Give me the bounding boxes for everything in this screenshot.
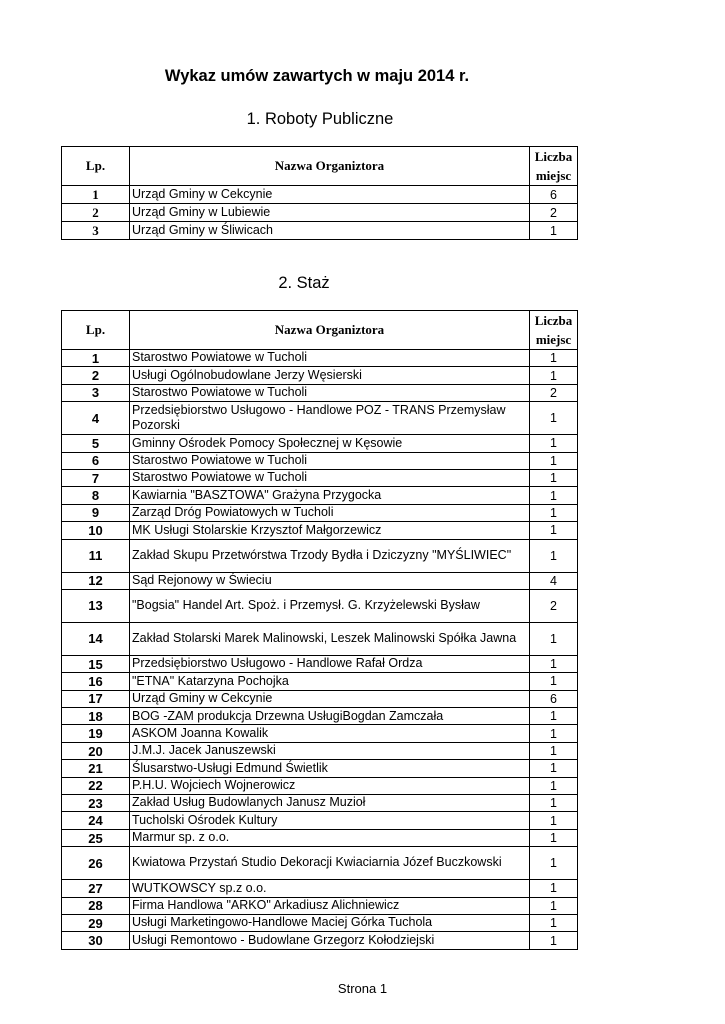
row-lp: 14: [62, 622, 130, 655]
row-count: 1: [530, 880, 578, 897]
table-row: [62, 880, 578, 897]
row-organizer-name: Sąd Rejonowy w Świeciu: [130, 572, 530, 589]
row-count: 1: [530, 725, 578, 742]
row-organizer-name: Urząd Gminy w Śliwicach: [130, 222, 530, 240]
row-lp: 17: [62, 690, 130, 707]
row-lp: 30: [62, 932, 130, 949]
row-count: 1: [530, 742, 578, 759]
row-organizer-name: Ślusarstwo-Usługi Edmund Świetlik: [130, 760, 530, 777]
row-organizer-name: Usługi Marketingowo-Handlowe Maciej Górka Tuchola: [130, 914, 530, 931]
table-row: [62, 914, 578, 931]
document-title: Wykaz umów zawartych w maju 2014 r.: [164, 67, 470, 85]
row-count: 1: [530, 522, 578, 539]
row-organizer-name: BOG -ZAM produkcja Drzewna UsługiBogdan Zamczała: [130, 708, 530, 725]
table-row: [62, 487, 578, 504]
table-row: [62, 932, 578, 949]
section-2-title: 2. Staż: [278, 274, 330, 292]
row-organizer-name: MK Usługi Stolarskie Krzysztof Małgorzewicz: [130, 522, 530, 539]
row-organizer-name: Gminny Ośrodek Pomocy Społecznej w Kęsowie: [130, 435, 530, 452]
row-organizer-name: Zarząd Dróg Powiatowych w Tucholi: [130, 504, 530, 521]
row-count: 1: [530, 777, 578, 794]
row-organizer-name: Przedsiębiorstwo Usługowo - Handlowe Rafał Ordza: [130, 655, 530, 672]
header-count: Liczba miejsc: [530, 147, 578, 186]
row-lp: 23: [62, 795, 130, 812]
row-lp: 22: [62, 777, 130, 794]
row-organizer-name: Zakład Usług Budowlanych Janusz Muzioł: [130, 795, 530, 812]
row-count: 2: [530, 589, 578, 622]
row-organizer-name: Starostwo Powiatowe w Tucholi: [130, 384, 530, 401]
table-row: [62, 402, 578, 435]
table-row: [62, 539, 578, 572]
row-lp: 13: [62, 589, 130, 622]
header-count: Liczba miejsc: [530, 311, 578, 350]
staz-table: [61, 310, 578, 950]
table-body: [62, 186, 578, 240]
row-lp: 6: [62, 452, 130, 469]
row-organizer-name: Urząd Gminy w Cekcynie: [130, 186, 530, 204]
row-count: 1: [530, 847, 578, 880]
row-count: 1: [530, 622, 578, 655]
table-row: [62, 655, 578, 672]
row-lp: 1: [62, 186, 130, 204]
row-lp: 12: [62, 572, 130, 589]
row-lp: 18: [62, 708, 130, 725]
row-lp: 27: [62, 880, 130, 897]
table-row: [62, 777, 578, 794]
row-organizer-name: Firma Handlowa "ARKO" Arkadiusz Alichniewicz: [130, 897, 530, 914]
row-lp: 28: [62, 897, 130, 914]
row-count: 6: [530, 690, 578, 707]
table-row: [62, 204, 578, 222]
row-organizer-name: Usługi Remontowo - Budowlane Grzegorz Kołodziejski: [130, 932, 530, 949]
header-name: Nazwa Organiztora: [130, 147, 530, 186]
row-count: 1: [530, 795, 578, 812]
header-lp: Lp.: [62, 147, 130, 186]
row-count: 1: [530, 932, 578, 949]
row-count: 1: [530, 897, 578, 914]
table-row: [62, 452, 578, 469]
row-count: 1: [530, 914, 578, 931]
table-row: [62, 690, 578, 707]
row-count: 1: [530, 539, 578, 572]
row-count: 1: [530, 504, 578, 521]
row-lp: 15: [62, 655, 130, 672]
row-count: 1: [530, 435, 578, 452]
table-row: [62, 522, 578, 539]
table-row: [62, 897, 578, 914]
row-count: 1: [530, 367, 578, 384]
row-lp: 21: [62, 760, 130, 777]
row-count: 2: [530, 384, 578, 401]
row-count: 1: [530, 708, 578, 725]
row-count: 1: [530, 760, 578, 777]
row-organizer-name: Tucholski Ośrodek Kultury: [130, 812, 530, 829]
row-lp: 4: [62, 402, 130, 435]
row-count: 1: [530, 812, 578, 829]
table-row: [62, 708, 578, 725]
row-count: 1: [530, 222, 578, 240]
row-lp: 5: [62, 435, 130, 452]
row-count: 1: [530, 673, 578, 690]
row-count: 1: [530, 350, 578, 367]
table-row: [62, 812, 578, 829]
table-row: [62, 725, 578, 742]
row-organizer-name: Starostwo Powiatowe w Tucholi: [130, 469, 530, 486]
table-row: [62, 350, 578, 367]
row-lp: 1: [62, 350, 130, 367]
table-row: [62, 435, 578, 452]
table-row: [62, 589, 578, 622]
row-count: 6: [530, 186, 578, 204]
row-organizer-name: WUTKOWSCY sp.z o.o.: [130, 880, 530, 897]
roboty-publiczne-table: [61, 146, 578, 240]
row-lp: 9: [62, 504, 130, 521]
row-count: 1: [530, 655, 578, 672]
table-row: [62, 622, 578, 655]
table-body: [62, 350, 578, 950]
table-header-row: [62, 147, 578, 186]
section-1-title: 1. Roboty Publiczne: [246, 110, 394, 128]
table-row: [62, 572, 578, 589]
table-row: [62, 469, 578, 486]
row-lp: 7: [62, 469, 130, 486]
row-organizer-name: Kawiarnia "BASZTOWA" Grażyna Przygocka: [130, 487, 530, 504]
row-count: 1: [530, 452, 578, 469]
table-header-row: [62, 311, 578, 350]
row-organizer-name: Marmur sp. z o.o.: [130, 829, 530, 846]
row-lp: 3: [62, 384, 130, 401]
row-organizer-name: Urząd Gminy w Lubiewie: [130, 204, 530, 222]
table-row: [62, 742, 578, 759]
row-organizer-name: Zakład Skupu Przetwórstwa Trzody Bydła i Dziczyzny "MYŚLIWIEC": [130, 539, 530, 572]
row-lp: 8: [62, 487, 130, 504]
row-organizer-name: Kwiatowa Przystań Studio Dekoracji Kwiaciarnia Józef Buczkowski: [130, 847, 530, 880]
row-organizer-name: Usługi Ogólnobudowlane Jerzy Węsierski: [130, 367, 530, 384]
header-name: Nazwa Organiztora: [130, 311, 530, 350]
row-lp: 25: [62, 829, 130, 846]
row-organizer-name: ASKOM Joanna Kowalik: [130, 725, 530, 742]
header-lp: Lp.: [62, 311, 130, 350]
row-lp: 29: [62, 914, 130, 931]
row-lp: 20: [62, 742, 130, 759]
row-count: 1: [530, 469, 578, 486]
table-row: [62, 186, 578, 204]
table-row: [62, 367, 578, 384]
row-lp: 2: [62, 204, 130, 222]
row-count: 1: [530, 487, 578, 504]
table-row: [62, 795, 578, 812]
row-organizer-name: Zakład Stolarski Marek Malinowski, Leszek Malinowski Spółka Jawna: [130, 622, 530, 655]
row-count: 1: [530, 829, 578, 846]
row-lp: 16: [62, 673, 130, 690]
table-row: [62, 222, 578, 240]
row-count: 2: [530, 204, 578, 222]
table-row: [62, 504, 578, 521]
row-organizer-name: Przedsiębiorstwo Usługowo - Handlowe POZ - TRANS Przemysław Pozorski: [130, 402, 530, 435]
table-row: [62, 384, 578, 401]
row-lp: 2: [62, 367, 130, 384]
table-row: [62, 847, 578, 880]
table-row: [62, 760, 578, 777]
row-organizer-name: Urząd Gminy w Cekcynie: [130, 690, 530, 707]
row-organizer-name: J.M.J. Jacek Januszewski: [130, 742, 530, 759]
row-lp: 24: [62, 812, 130, 829]
table-row: [62, 829, 578, 846]
row-organizer-name: "ETNA" Katarzyna Pochojka: [130, 673, 530, 690]
table-row: [62, 673, 578, 690]
row-count: 1: [530, 402, 578, 435]
row-lp: 3: [62, 222, 130, 240]
row-organizer-name: Starostwo Powiatowe w Tucholi: [130, 452, 530, 469]
row-organizer-name: Starostwo Powiatowe w Tucholi: [130, 350, 530, 367]
row-lp: 11: [62, 539, 130, 572]
row-lp: 26: [62, 847, 130, 880]
page-footer: Strona 1: [337, 981, 388, 996]
row-count: 4: [530, 572, 578, 589]
row-organizer-name: P.H.U. Wojciech Wojnerowicz: [130, 777, 530, 794]
row-organizer-name: "Bogsia" Handel Art. Spoż. i Przemysł. G. Krzyżelewski Bysław: [130, 589, 530, 622]
row-lp: 10: [62, 522, 130, 539]
row-lp: 19: [62, 725, 130, 742]
